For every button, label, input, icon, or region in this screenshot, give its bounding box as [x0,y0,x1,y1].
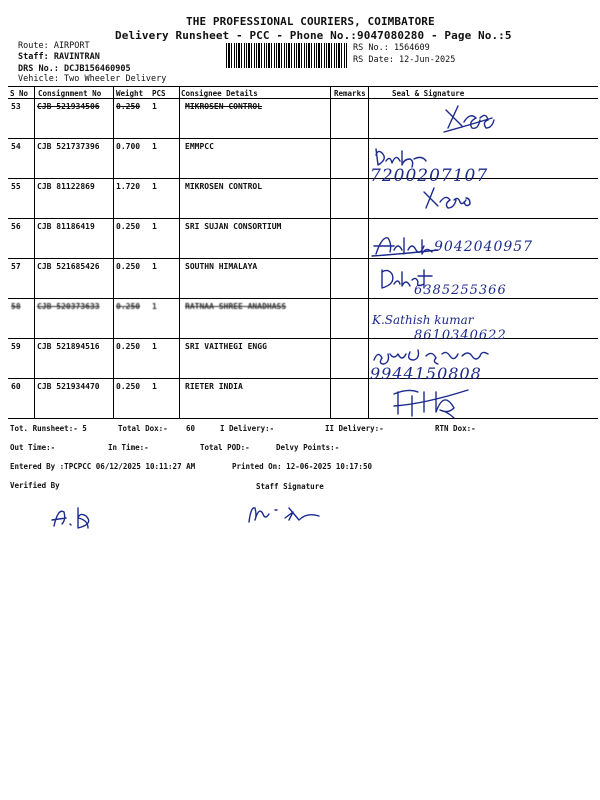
row-consignment: CJB 521934470 [37,382,100,391]
row-sno: 54 [11,142,21,151]
phone-row59: 9944150808 [370,364,482,383]
row-weight: 0.700 [116,142,141,151]
route-text: Route: AIRPORT [18,41,90,51]
staff-text: Staff: RAVINTRAN [18,52,100,62]
col-seal-signature: Seal & Signature [392,89,465,98]
row-divider [8,178,598,179]
row-weight: 0.250 [116,342,141,351]
company-title: THE PROFESSIONAL COURIERS, COIMBATORE [186,15,435,28]
row-consignment: CJB 521894516 [37,342,100,351]
row-consignee: MIKROSEN CONTROL [185,102,263,111]
row-sno: 53 [11,102,21,111]
tot-runsheet: Tot. Runsheet:- 5 [10,424,87,433]
row-consignee: EMMPCC [185,142,214,151]
total-pod: Total POD:- [200,443,250,452]
name-row58: K.Sathish kumar [372,313,474,327]
vehicle-text: Vehicle: Two Wheeler Delivery [18,74,167,84]
phone-row57: 6385255366 [414,283,507,298]
table-top-rule [8,86,598,87]
col-weight: Weight [116,89,144,98]
runsheet-subtitle: Delivery Runsheet - PCC - Phone No.:9047080280 - Page No.:5 [115,29,512,42]
row-weight: 0.250 [116,302,141,311]
phone-row58: 8610340622 [414,328,507,343]
row-pcs: 1 [152,302,157,311]
entered-by: Entered By :TPCPCC 06/12/2025 10:11:27 AM [10,462,196,471]
staff-signature [245,500,335,526]
row-sno: 56 [11,222,21,231]
row-pcs: 1 [152,142,157,151]
row-weight: 0.250 [116,222,141,231]
in-time: In Time:- [108,443,149,452]
drs-number: DRS No.: DCJB156460905 [18,64,131,74]
row-sno: 59 [11,342,21,351]
row-weight: 0.250 [116,102,141,111]
phone-row56: 9042040957 [434,239,534,255]
rtn-dox: RTN Dox:- [435,424,476,433]
col-consignee: Consignee Details [181,89,258,98]
row-pcs: 1 [152,262,157,271]
row-consignee: SOUTHN HIMALAYA [185,262,258,271]
col-divider [113,86,114,419]
verified-by-signature [50,502,110,532]
row-consignment: CJB 520373633 [37,302,100,311]
signature-row56 [372,232,442,258]
table-bottom-rule [8,418,598,419]
row-divider [8,378,598,379]
row-consignment: CJB 521737396 [37,142,100,151]
row-sno: 57 [11,262,21,271]
row-pcs: 1 [152,222,157,231]
signature-row53 [440,100,500,135]
row-consignee: SRI SUJAN CONSORTIUM [185,222,282,231]
staff-signature-label: Staff Signature [256,482,324,491]
rs-number: RS No.: 1564609 [353,43,430,53]
rs-date: RS Date: 12-Jun-2025 [353,55,456,65]
row-consignee: MIKROSEN CONTROL [185,182,263,191]
row-consignment: CJB 81122869 [37,182,95,191]
row-sno: 55 [11,182,21,191]
table-header-rule [8,98,598,99]
row-consignment: CJB 81186419 [37,222,95,231]
phone-row54: 7200207107 [370,166,489,186]
total-dox-label: Total Dox:- [118,424,168,433]
col-divider [179,86,180,419]
row-divider [8,258,598,259]
col-divider [34,86,35,419]
ii-delivery: II Delivery:- [325,424,384,433]
delvy-points: Delvy Points:- [276,443,340,452]
row-consignee: RATNAA SHREE ANADHASS [185,302,287,311]
row-divider [8,218,598,219]
row-consignee: SRI VAITHEGI ENGG [185,342,267,351]
col-sno: S No [10,89,29,98]
row-consignment: CJB 521685426 [37,262,100,271]
col-pcs: PCS [152,89,166,98]
row-consignment: CJB 521934506 [37,102,100,111]
row-weight: 1.720 [116,182,141,191]
signature-row55 [420,184,480,212]
row-divider [8,298,598,299]
col-consignment: Consignment No [38,89,102,98]
row-pcs: 1 [152,182,157,191]
row-weight: 0.250 [116,382,141,391]
row-pcs: 1 [152,382,157,391]
printed-on: Printed On: 12-06-2025 10:17:50 [232,462,372,471]
row-divider [8,138,598,139]
row-consignee: RIETER INDIA [185,382,243,391]
barcode [226,43,348,68]
col-divider [368,86,369,419]
row-divider [8,338,598,339]
verified-by-label: Verified By [10,481,60,490]
i-delivery: I Delivery:- [220,424,275,433]
total-dox-value: 60 [186,424,196,433]
row-pcs: 1 [152,342,157,351]
row-sno: 58 [11,302,21,311]
signature-row59 [370,346,500,366]
col-remarks: Remarks [334,89,366,98]
col-divider [330,86,331,419]
row-sno: 60 [11,382,21,391]
row-weight: 0.250 [116,262,141,271]
row-pcs: 1 [152,102,157,111]
out-time: Out Time:- [10,443,56,452]
signature-row60 [392,386,472,418]
